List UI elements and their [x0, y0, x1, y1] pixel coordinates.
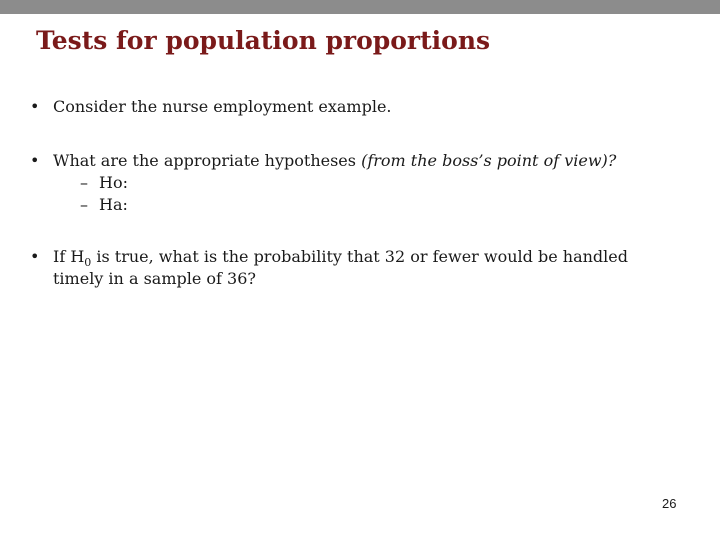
bullet-text: Consider the nurse employment example. — [53, 97, 392, 116]
bullet-icon: • — [30, 247, 40, 266]
bullet-text: What are the appropriate hypotheses — [53, 151, 362, 170]
sub-bullet-text: Ha: — [99, 195, 128, 214]
bullet-text: If H — [53, 247, 85, 266]
sub-bullet-text: Ho: — [99, 173, 128, 192]
header-bar — [0, 0, 720, 14]
bullet-text-continued: is true, what is the probability that 32 or fewer would be handled timely in a sample of 36? — [53, 247, 628, 288]
bullet-icon: • — [30, 151, 40, 170]
bullet-item — [30, 150, 680, 216]
bullet-icon: • — [30, 97, 40, 116]
bullet-item — [30, 96, 680, 118]
page-number: 26 — [662, 496, 677, 511]
slide-content — [30, 96, 680, 290]
slide-title: Tests for population proportions — [36, 26, 491, 55]
bullet-item — [30, 246, 680, 290]
sub-bullet-item — [53, 172, 680, 194]
dash-icon: – — [80, 195, 88, 214]
bullet-italic-text: (from the boss’s point of view)? — [361, 151, 617, 170]
sub-bullet-item — [53, 194, 680, 216]
dash-icon: – — [80, 173, 88, 192]
subscript-text: 0 — [84, 256, 92, 270]
